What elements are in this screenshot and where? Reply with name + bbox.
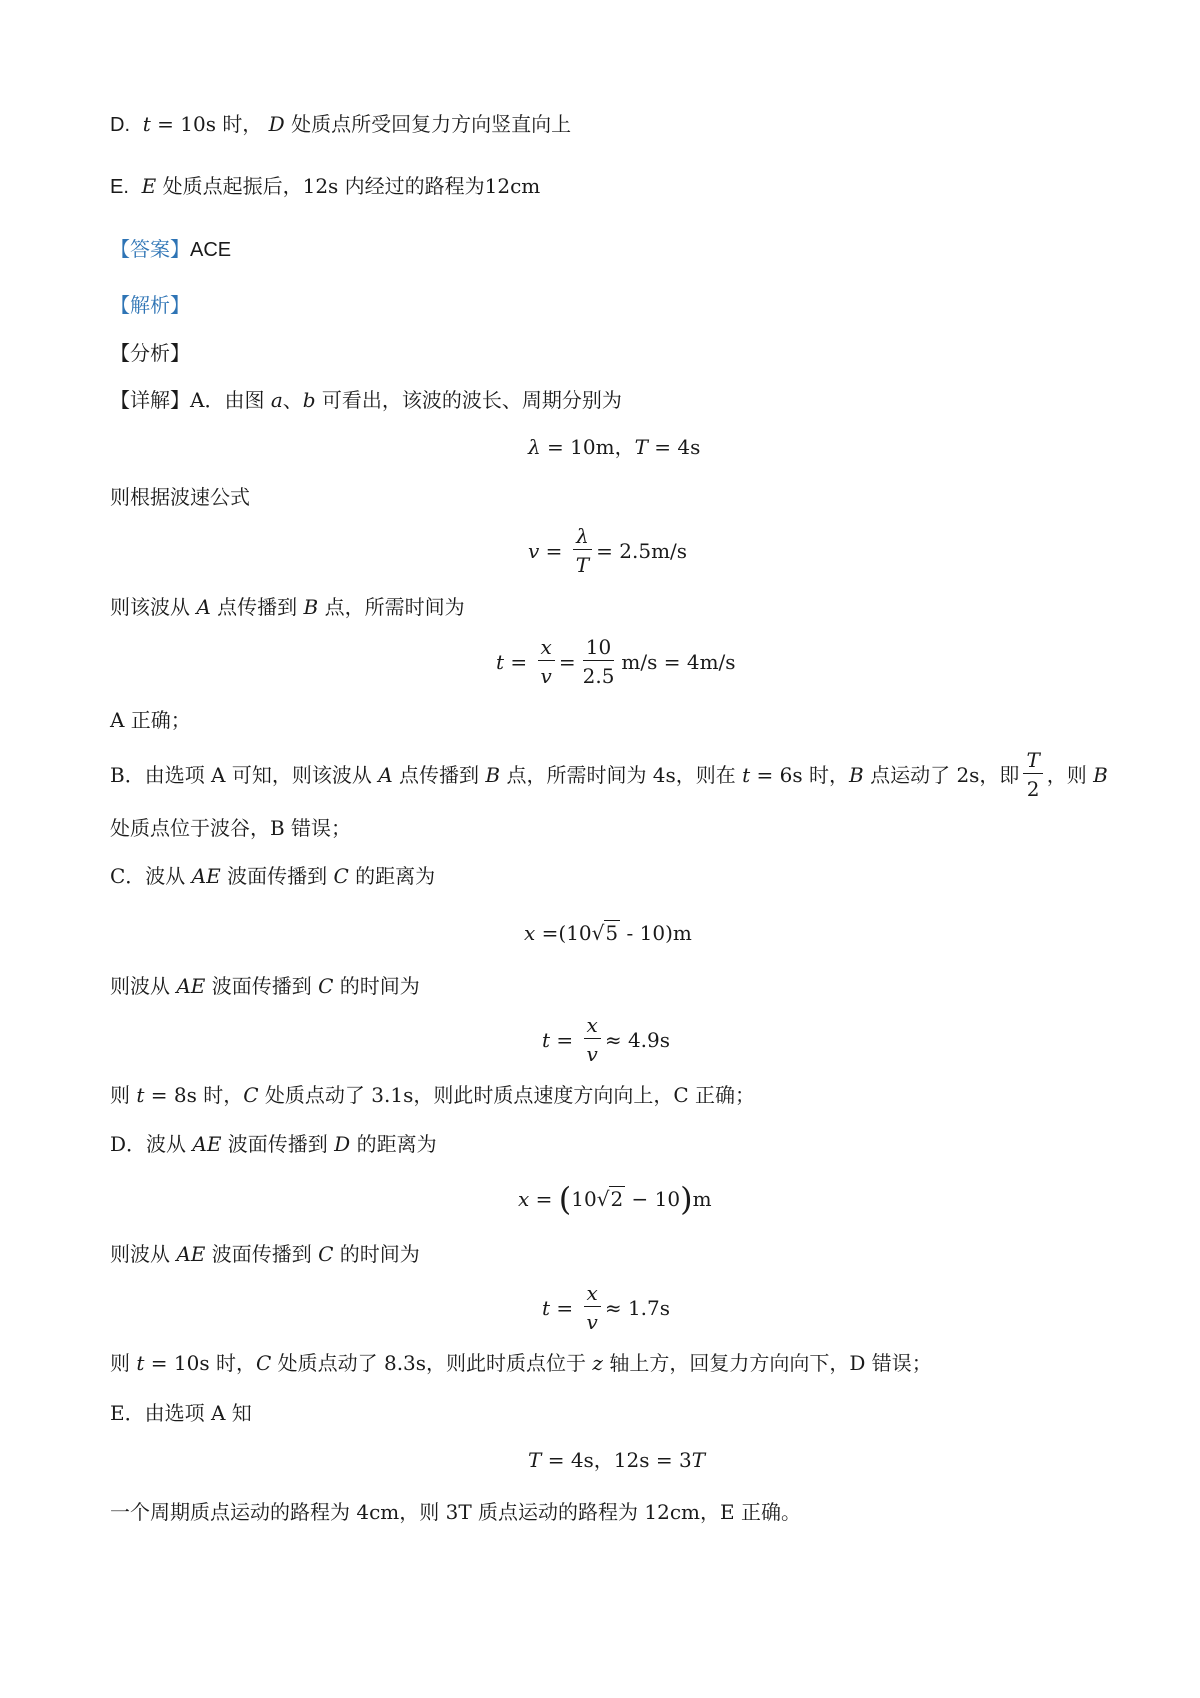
text: 点运动了 2s，即 (863, 762, 1020, 787)
equation-6 (518, 1180, 712, 1218)
text: = (504, 649, 534, 674)
radicand: 2 (610, 1187, 624, 1211)
var-e: E (141, 174, 157, 198)
fraction (573, 526, 592, 575)
fraction-1 (538, 637, 555, 686)
text: 的距离为 (348, 864, 436, 888)
var-v: v (528, 538, 540, 563)
text: 点，所需时间为 4s，则在 (500, 762, 743, 787)
detail-tag: 【详解】 (110, 388, 190, 412)
sqrt-sign: √ (591, 921, 605, 945)
denominator: v (540, 664, 552, 688)
var-T: T (691, 1448, 706, 1472)
equation-7 (542, 1283, 670, 1332)
text: ，则 (1046, 762, 1094, 787)
text: C．波从 (110, 864, 192, 888)
equation-4 (524, 920, 692, 943)
text: 点传播到 (210, 595, 304, 619)
answer-tag: 【答案】 (110, 237, 190, 261)
text: ≈ 4.9s (604, 1027, 671, 1052)
var-C: C (333, 864, 349, 888)
var-x: x (524, 921, 536, 945)
option-d (110, 114, 571, 135)
text: 则波从 (110, 1242, 177, 1266)
var-t: t (136, 1083, 145, 1107)
text: A．由图 (190, 388, 271, 412)
text: = 2.5m/s (596, 538, 688, 563)
denominator: T (575, 553, 590, 577)
detail-line (110, 390, 622, 410)
text: 波面传播到 (221, 1132, 335, 1156)
fraction (584, 1015, 601, 1064)
option-e-label: E. (110, 176, 129, 198)
option-e-line: E．由选项 A 知 (110, 1401, 252, 1425)
var-b: b (302, 388, 316, 412)
text: 可看出，该波的波长、周期分别为 (315, 388, 622, 412)
var-AE: AE (176, 974, 206, 998)
fraction-2 (580, 637, 618, 686)
text: = (529, 1187, 559, 1211)
text: 点传播到 (392, 762, 486, 787)
var-z: z (592, 1351, 603, 1375)
text: = 10s (150, 112, 223, 136)
equation-8 (528, 1450, 705, 1470)
var-lambda: λ (528, 435, 541, 459)
text: D．波从 (110, 1132, 193, 1156)
text: − 10 (625, 1187, 681, 1211)
var-B: B (485, 762, 501, 787)
denominator: 2 (1026, 777, 1040, 801)
var-t: t (136, 1351, 145, 1375)
option-b-line (110, 750, 1108, 799)
text: 则该波从 (110, 595, 197, 619)
text: 则 (110, 1083, 137, 1107)
text: 波面传播到 (205, 974, 319, 998)
right-paren: ) (680, 1180, 693, 1218)
var-T: T (634, 435, 648, 459)
option-c-line (110, 866, 435, 886)
var-B: B (1093, 762, 1108, 787)
answer-value: ACE (190, 239, 232, 261)
option-e (110, 176, 540, 197)
var-t: t (542, 1295, 551, 1320)
var-t: t (742, 762, 751, 787)
text: ≈ 1.7s (604, 1295, 671, 1320)
text: m (692, 1187, 712, 1211)
var-AE: AE (191, 864, 221, 888)
text: 、 (282, 388, 303, 412)
text: 轴上方，回复力方向向下，D 错误； (602, 1351, 932, 1375)
text: 的时间为 (333, 1242, 420, 1266)
var-B: B (849, 762, 864, 787)
radicand: 5 (605, 921, 619, 945)
text: m/s = 4m/s (621, 649, 736, 674)
var-T: T (528, 1448, 542, 1472)
var-d: D (268, 112, 285, 136)
text: = 6s 时， (750, 762, 850, 787)
text: = 10s 时， (144, 1351, 256, 1375)
option-d-line (110, 1134, 437, 1154)
var-C: C (318, 974, 334, 998)
a-correct: A 正确； (110, 708, 191, 732)
numerator: x (584, 1283, 601, 1307)
denominator: 2.5 (582, 664, 615, 688)
c-time-line (110, 976, 420, 996)
var-AE: AE (176, 1242, 206, 1266)
numerator: T (1023, 750, 1042, 774)
a-to-b-line (110, 597, 465, 617)
var-AE: AE (192, 1132, 222, 1156)
fenxi-tag: 【分析】 (110, 341, 190, 365)
final-line: 一个周期质点运动的路程为 4cm，则 3T 质点运动的路程为 12cm，E 正确。 (110, 1500, 801, 1524)
text: = 8s 时， (144, 1083, 244, 1107)
d-result-line (110, 1353, 932, 1373)
text: B．由选项 A 可知，则该波从 (110, 762, 379, 787)
var-A: A (196, 595, 211, 619)
numerator: x (538, 637, 555, 661)
equation-1 (528, 437, 700, 457)
numerator: x (584, 1015, 601, 1039)
text: 处质点所受回复力方向竖直向上 (284, 112, 572, 136)
option-b-line-2: 处质点位于波谷，B 错误； (110, 816, 352, 840)
text: = 10m， (540, 435, 635, 459)
text: =(10 (535, 921, 592, 945)
text: 的时间为 (333, 974, 420, 998)
answer-line (110, 239, 231, 260)
var-a: a (270, 388, 283, 412)
fraction (1023, 750, 1042, 799)
text: = (558, 649, 576, 674)
var-C: C (255, 1351, 272, 1375)
text: = (550, 1027, 580, 1052)
var-A: A (378, 762, 393, 787)
equation-3 (496, 637, 736, 686)
var-D: D (334, 1132, 351, 1156)
c-result-line (110, 1085, 755, 1105)
text: 点，所需时间为 (318, 595, 465, 619)
text: 时， (222, 112, 263, 136)
text: = 4s (647, 435, 701, 459)
denominator: v (586, 1042, 598, 1066)
equation-2 (528, 526, 687, 575)
sqrt-sign: √ (596, 1187, 610, 1211)
denominator: v (586, 1310, 598, 1334)
left-paren: ( (558, 1180, 572, 1218)
wave-speed-line: 则根据波速公式 (110, 485, 250, 509)
text: = (550, 1295, 580, 1320)
text: = (539, 538, 569, 563)
text: 的距离为 (350, 1132, 437, 1156)
equation-5 (542, 1015, 670, 1064)
text: 处质点动了 3.1s，则此时质点速度方向向上，C 正确； (258, 1083, 755, 1107)
var-t: t (542, 1027, 551, 1052)
fraction (584, 1283, 601, 1332)
text: 10 (571, 1187, 597, 1211)
var-C: C (318, 1242, 334, 1266)
var-t: t (142, 112, 151, 136)
text: 波面传播到 (205, 1242, 319, 1266)
option-d-label: D. (110, 114, 130, 136)
text: 处质点动了 8.3s，则此时质点位于 (271, 1351, 593, 1375)
numerator: λ (573, 526, 592, 550)
text: = 4s，12s = 3 (541, 1448, 692, 1472)
text: - 10)m (620, 921, 692, 945)
analysis-tag: 【解析】 (110, 293, 190, 317)
var-C: C (243, 1083, 259, 1107)
text: 则 (110, 1351, 137, 1375)
text: 则波从 (110, 974, 177, 998)
text: 处质点起振后，12s 内经过的路程为12cm (156, 174, 541, 198)
text: 波面传播到 (220, 864, 334, 888)
var-t: t (496, 649, 505, 674)
var-B: B (303, 595, 319, 619)
numerator: 10 (583, 637, 614, 661)
var-x: x (518, 1187, 530, 1211)
d-time-line (110, 1244, 420, 1264)
